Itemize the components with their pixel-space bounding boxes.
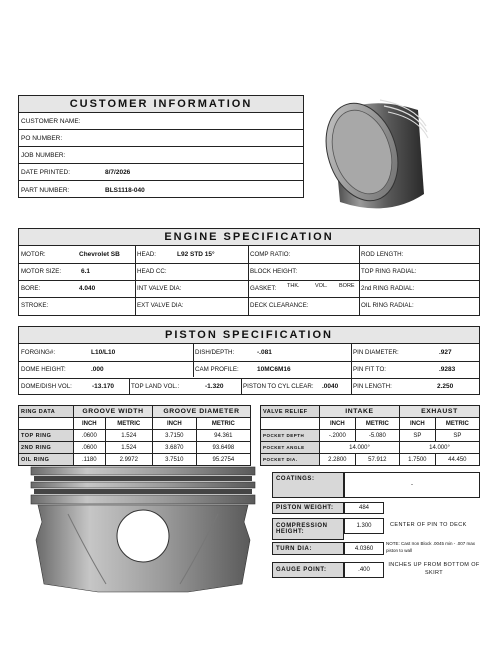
dome-dish-vol-value: -13.170 [92,383,115,390]
ring-data-header: RING DATA [19,406,74,418]
second-ring-radial-cell: 2nd RING RADIAL: [361,285,415,292]
oil-ring-gw-inch: .1180 [74,454,106,466]
job-number-row: JOB NUMBER: [19,147,303,164]
gd-metric-header: METRIC [196,418,250,430]
pin-length-cell: PIN LENGTH: [353,383,392,390]
dome-dish-vol-cell: DOME/DISH VOL: [21,383,72,390]
top-land-vol-cell: TOP LAND VOL.: [131,383,180,390]
piston-side-view-image [28,464,258,596]
pocket-depth-ex-metric: SP [435,430,479,442]
second-ring-gd-metric: 93.6498 [196,442,250,454]
top-ring-gw-inch: .0600 [74,430,106,442]
table-row [19,430,251,442]
dome-height-value: .000 [91,366,104,373]
pocket-dia-ex-inch: 1.7500 [399,454,435,466]
pocket-dia-label: POCKET DIA. [261,454,320,466]
piston-spec-title: PISTON SPECIFICATION [19,327,479,344]
top-ring-radial-cell: TOP RING RADIAL: [361,268,417,275]
gasket-vol: VOL. [315,283,328,289]
table-row [261,454,480,466]
gasket-cell: GASKET: [250,285,277,292]
motor-value: Chevrolet SB [79,251,120,258]
gasket-thk: THK. [287,283,300,289]
motor-size-cell: MOTOR SIZE: [21,268,62,275]
block-height-cell: BLOCK HEIGHT: [250,268,298,275]
intake-inch-header: INCH [320,418,356,430]
dish-depth-value: -.081 [257,349,272,356]
piston-spec-panel [18,326,480,395]
dish-depth-cell: DISH/DEPTH: [195,349,235,356]
date-printed-value: 8/7/2026 [105,168,131,176]
gauge-point-label: GAUGE POINT: [272,562,344,578]
pocket-angle-ex: 14.000° [399,442,479,454]
gw-metric-header: METRIC [105,418,152,430]
part-number-value: BLS1118-040 [105,186,145,194]
piston-3d-image [318,86,436,221]
comp-ratio-cell: COMP RATIO: [250,251,291,258]
table-row [261,442,480,454]
pin-diameter-cell: PIN DIAMETER: [353,349,399,356]
pin-length-value: 2.250 [437,383,454,390]
piston-to-cyl-cell: PISTON TO CYL CLEAR: [243,383,314,390]
rod-length-cell: ROD LENGTH: [361,251,404,258]
exhaust-metric-header: METRIC [435,418,479,430]
turn-dia-note: NOTE: Cast Iron Block .0045 min - .007 max piston to wall [386,541,476,553]
second-ring-gd-inch: 3.6870 [152,442,196,454]
customer-info-panel [18,95,304,198]
customer-name-row: CUSTOMER NAME: [19,113,303,130]
pin-diameter-value: .927 [439,349,452,356]
compression-height-note: CENTER OF PIN TO DECK [390,522,467,528]
top-ring-gd-metric: 94.361 [196,430,250,442]
oil-ring-gd-metric: 95.2754 [196,454,250,466]
date-printed-row: DATE PRINTED: 8/7/2026 [19,164,303,181]
piston-weight-value: 484 [344,502,384,514]
top-land-vol-value: -1.320 [205,383,224,390]
coatings-value: - [344,472,480,498]
gd-inch-header: INCH [152,418,196,430]
second-ring-gw-metric: 1.524 [105,442,152,454]
table-row [261,430,480,442]
top-ring-label: TOP RING [19,430,74,442]
pocket-depth-int-inch: -.2000 [320,430,356,442]
pocket-dia-int-inch: 2.2800 [320,454,356,466]
exhaust-header: EXHAUST [399,406,479,418]
piston-weight-label: PISTON WEIGHT: [272,502,344,514]
pocket-angle-int: 14.000° [320,442,400,454]
oil-ring-label: OIL RING [19,454,74,466]
compression-height-label: COMPRESSION HEIGHT: [272,518,344,540]
pocket-dia-int-metric: 57.912 [355,454,399,466]
motor-cell: MOTOR: [21,251,46,258]
pocket-depth-int-metric: -5.080 [355,430,399,442]
bore-cell: BORE: [21,285,41,292]
valve-relief-header: VALVE RELIEF [261,406,320,418]
dome-height-cell: DOME HEIGHT: [21,366,66,373]
deck-clearance-cell: DECK CLEARANCE: [250,302,309,309]
gauge-point-note: INCHES UP FROM BOTTOM OF SKIRT [388,562,480,576]
stroke-cell: STROKE: [21,302,49,309]
gasket-bore: BORE [339,283,355,289]
head-cc-cell: HEAD CC: [137,268,167,275]
gw-inch-header: INCH [74,418,106,430]
intake-header: INTAKE [320,406,400,418]
bore-value: 4.040 [79,285,96,292]
pocket-depth-label: POCKET DEPTH [261,430,320,442]
pin-fit-value: .9283 [439,366,456,373]
oil-ring-gd-inch: 3.7510 [152,454,196,466]
intake-metric-header: METRIC [355,418,399,430]
exhaust-inch-header: INCH [399,418,435,430]
turn-dia-label: TURN DIA: [272,542,344,555]
pocket-angle-label: POCKET ANGLE [261,442,320,454]
part-number-row: PART NUMBER: BLS1118-040 [21,186,145,194]
pin-fit-cell: PIN FIT TO: [353,366,387,373]
valve-relief-table [260,405,480,466]
motor-size-value: 6.1 [81,268,91,275]
pocket-dia-ex-metric: 44.450 [435,454,479,466]
table-row [19,442,251,454]
engine-spec-panel [18,228,480,316]
head-value: L92 STD 15° [177,251,215,258]
groove-diameter-header: GROOVE DIAMETER [152,406,250,418]
groove-width-header: GROOVE WIDTH [74,406,153,418]
turn-dia-value: 4.0360 [344,542,384,555]
head-cell: HEAD: [137,251,156,258]
customer-info-title: CUSTOMER INFORMATION [19,96,303,113]
engine-spec-title: ENGINE SPECIFICATION [19,229,479,246]
coatings-label: COATINGS: [272,472,344,498]
forging-value: L10/L10 [91,349,116,356]
top-ring-gd-inch: 3.7150 [152,430,196,442]
cam-profile-value: 10MC6M16 [257,366,291,373]
second-ring-label: 2ND RING [19,442,74,454]
forging-cell: FORGING#: [21,349,56,356]
oil-ring-radial-cell: OIL RING RADIAL: [361,302,414,309]
gauge-point-value: .400 [344,562,384,578]
piston-to-cyl-value: .0040 [322,383,339,390]
ext-valve-cell: EXT VALVE DIA: [137,302,184,309]
ring-data-table [18,405,251,466]
oil-ring-gw-metric: 2.9972 [105,454,152,466]
int-valve-cell: INT VALVE DIA: [137,285,182,292]
top-ring-gw-metric: 1.524 [105,430,152,442]
compression-height-value: 1.300 [344,518,384,534]
second-ring-gw-inch: .0600 [74,442,106,454]
po-number-row: PO NUMBER: [19,130,303,147]
pocket-depth-ex-inch: SP [399,430,435,442]
cam-profile-cell: CAM PROFILE: [195,366,239,373]
